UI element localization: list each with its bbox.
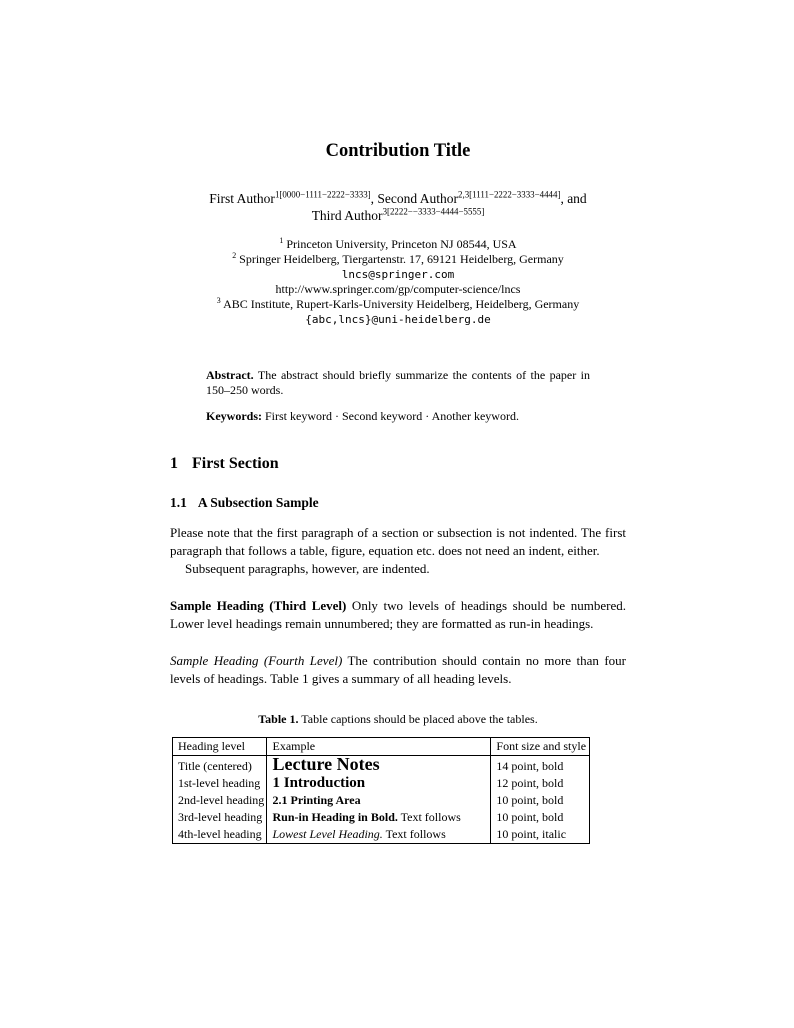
example-runin-bold-rest: Text follows bbox=[397, 810, 461, 824]
affiliation-1-marker: 1 bbox=[279, 236, 284, 245]
author-second-superscript: 2,3[1111−2222−3333−4444] bbox=[458, 189, 561, 200]
affiliation-3-marker: 3 bbox=[216, 296, 221, 305]
abstract-block bbox=[206, 368, 590, 424]
table-caption bbox=[170, 712, 626, 727]
keywords-text: First keyword · Second keyword · Another keyword. bbox=[262, 409, 519, 423]
cell-level: Title (centered) bbox=[173, 756, 267, 776]
cell-example bbox=[267, 826, 491, 844]
example-lecture-notes: Lecture Notes bbox=[272, 755, 380, 774]
body-paragraph-1: Please note that the first paragraph of a section or subsection is not indented. The first paragraph that follows a table, figure, equation etc. does not need an indent, either. bbox=[170, 525, 626, 558]
table-row-2nd-level bbox=[173, 792, 590, 809]
example-printing-area: 2.1 Printing Area bbox=[272, 793, 361, 807]
table-header-row bbox=[173, 738, 590, 756]
abstract-paragraph bbox=[206, 368, 590, 398]
author-first-name: First Author bbox=[209, 191, 275, 206]
fourth-level-heading-paragraph bbox=[170, 652, 626, 688]
table-row-title bbox=[173, 756, 590, 776]
cell-example bbox=[267, 792, 491, 809]
affiliation-3-email: {abc,lncs}@uni-heidelberg.de bbox=[305, 313, 491, 326]
paper-title: Contribution Title bbox=[325, 141, 471, 161]
author-third-name: Third Author bbox=[311, 208, 383, 223]
subsection-number: 1.1 bbox=[170, 495, 187, 510]
cell-style: 10 point, bold bbox=[491, 792, 590, 809]
keywords-label: Keywords: bbox=[206, 409, 262, 423]
affiliation-3-text: ABC Institute, Rupert-Karls-University Heidelberg, Heidelberg, Germany bbox=[220, 297, 580, 311]
cell-example bbox=[267, 775, 491, 792]
author-first-superscript: 1[0000−1111−2222−3333] bbox=[274, 189, 371, 200]
affiliations-block bbox=[170, 237, 626, 327]
abstract-text: The abstract should briefly summarize the contents of the paper in 150–250 words. bbox=[206, 368, 590, 397]
table-row-3rd-level bbox=[173, 809, 590, 826]
example-lowest-level-rest: Text follows bbox=[382, 827, 446, 841]
subsection-title: A Subsection Sample bbox=[197, 495, 319, 510]
cell-level: 1st-level heading bbox=[173, 775, 267, 792]
affiliation-2 bbox=[170, 252, 626, 267]
cell-level: 4th-level heading bbox=[173, 826, 267, 844]
third-level-heading-text: Only two levels of headings should be numbered. Lower level headings remain unnumbered; they are formatted as run-in headings. bbox=[170, 598, 626, 631]
third-level-heading-label: Sample Heading (Third Level) bbox=[170, 598, 347, 613]
body-paragraph-2: Subsequent paragraphs, however, are indented. bbox=[185, 561, 430, 576]
author-line bbox=[170, 190, 626, 224]
third-level-heading-paragraph bbox=[170, 597, 626, 633]
cell-style: 10 point, italic bbox=[491, 826, 590, 844]
example-introduction: 1 Introduction bbox=[272, 775, 366, 791]
cell-style: 10 point, bold bbox=[491, 809, 590, 826]
affiliation-1-text: Princeton University, Princeton NJ 08544, USA bbox=[283, 237, 517, 251]
cell-example bbox=[267, 809, 491, 826]
table-caption-text: Table captions should be placed above the tables. bbox=[298, 712, 538, 726]
section-number: 1 bbox=[170, 455, 178, 472]
cell-level: 2nd-level heading bbox=[173, 792, 267, 809]
keywords-line bbox=[206, 409, 590, 424]
author-and-separator: , and bbox=[560, 191, 587, 206]
heading-levels-table bbox=[172, 737, 590, 844]
section-title: First Section bbox=[192, 455, 279, 472]
column-header-font-size-style: Font size and style bbox=[491, 738, 590, 756]
affiliation-3 bbox=[170, 297, 626, 312]
column-header-heading-level: Heading level bbox=[173, 738, 267, 756]
example-lowest-level-italic: Lowest Level Heading. bbox=[272, 827, 383, 841]
example-runin-bold: Run-in Heading in Bold. bbox=[272, 810, 398, 824]
author-second-name: , Second Author bbox=[370, 191, 459, 206]
cell-style: 12 point, bold bbox=[491, 775, 590, 792]
affiliation-2-marker: 2 bbox=[232, 251, 237, 260]
fourth-level-heading-label: Sample Heading (Fourth Level) bbox=[170, 653, 343, 668]
column-header-example: Example bbox=[267, 738, 491, 756]
abstract-label: Abstract. bbox=[206, 368, 254, 382]
table-caption-label: Table 1. bbox=[258, 712, 299, 726]
cell-level: 3rd-level heading bbox=[173, 809, 267, 826]
subsection-heading-1-1 bbox=[170, 494, 626, 511]
table-row-4th-level bbox=[173, 826, 590, 844]
section-heading-1 bbox=[170, 454, 626, 473]
author-third-superscript: 3[2222−−3333−4444−5555] bbox=[382, 206, 485, 217]
affiliation-1 bbox=[170, 237, 626, 252]
fourth-level-heading-text: The contribution should contain no more than four levels of headings. Table 1 gives a summary of all heading levels. bbox=[170, 653, 626, 686]
table-row-1st-level bbox=[173, 775, 590, 792]
affiliation-2-email: lncs@springer.com bbox=[341, 268, 455, 281]
affiliation-2-text: Springer Heidelberg, Tiergartenstr. 17, 69121 Heidelberg, Germany bbox=[236, 252, 564, 266]
cell-style: 14 point, bold bbox=[491, 756, 590, 776]
cell-example bbox=[267, 756, 491, 776]
paper-content bbox=[170, 0, 626, 844]
affiliation-2-url: http://www.springer.com/gp/computer-science/lncs bbox=[275, 282, 521, 296]
